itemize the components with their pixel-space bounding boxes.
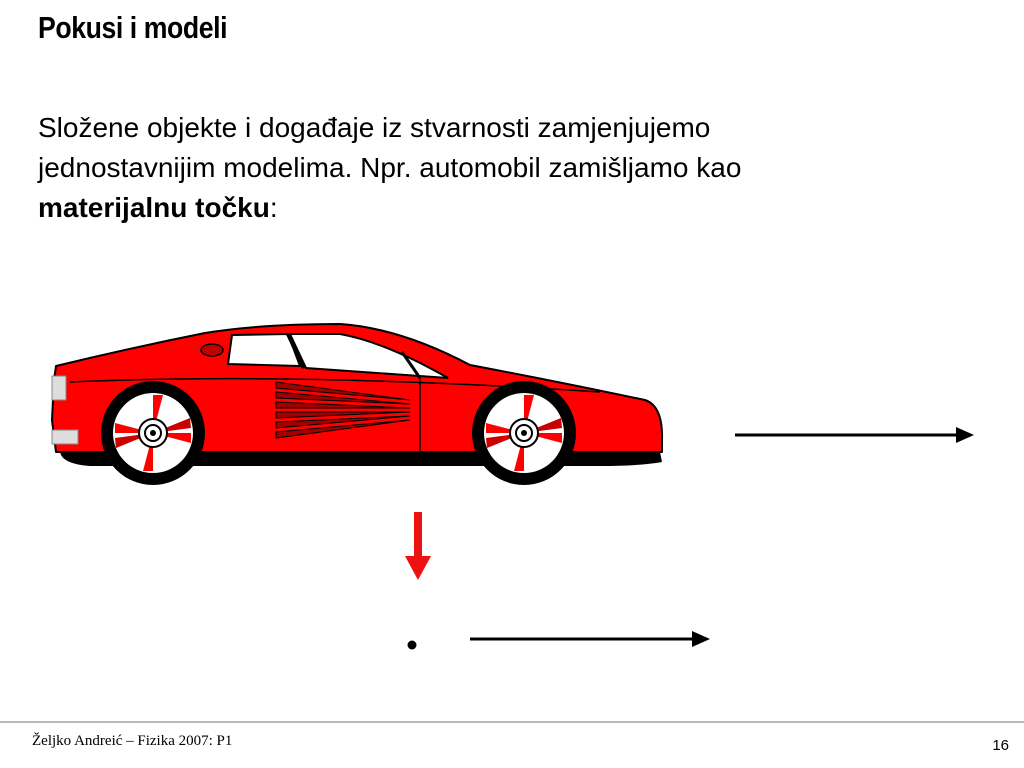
red-sports-car-illustration: [52, 324, 662, 485]
paragraph-suffix: :: [269, 192, 278, 223]
car-fuel-cap: [201, 344, 223, 356]
footer-divider: [0, 721, 1024, 723]
car-side-strakes: [276, 382, 410, 438]
body-paragraph: [38, 108, 938, 228]
page-number: 16: [992, 737, 1009, 754]
material-point-dot: [408, 641, 417, 650]
paragraph-line-2: jednostavnijim modelima. Npr. automobil zamišljamo kao: [38, 152, 742, 183]
model-transform-down-arrow: [405, 512, 431, 580]
car-underbody-shadow: [60, 452, 662, 466]
car-rear-window: [228, 334, 300, 366]
car-front-window: [290, 334, 448, 378]
car-body: [52, 324, 662, 452]
car-rear-grille: [52, 376, 78, 444]
car-mirror-post: [402, 352, 420, 378]
footer-author: Željko Andreić – Fizika 2007: P1: [32, 733, 233, 749]
car-window-pillar: [288, 334, 304, 368]
car-side-crease: [70, 379, 600, 392]
paragraph-bold-term: materijalnu točku: [38, 192, 270, 223]
car-front-wheel: [472, 381, 576, 485]
car-rear-wheel: [101, 381, 205, 485]
slide-title: Pokusi i modeli: [38, 10, 228, 45]
car-velocity-arrow: [735, 427, 974, 443]
paragraph-line-1: Složene objekte i događaje iz stvarnosti zamjenjujemo: [38, 112, 711, 143]
point-velocity-arrow: [470, 631, 710, 647]
